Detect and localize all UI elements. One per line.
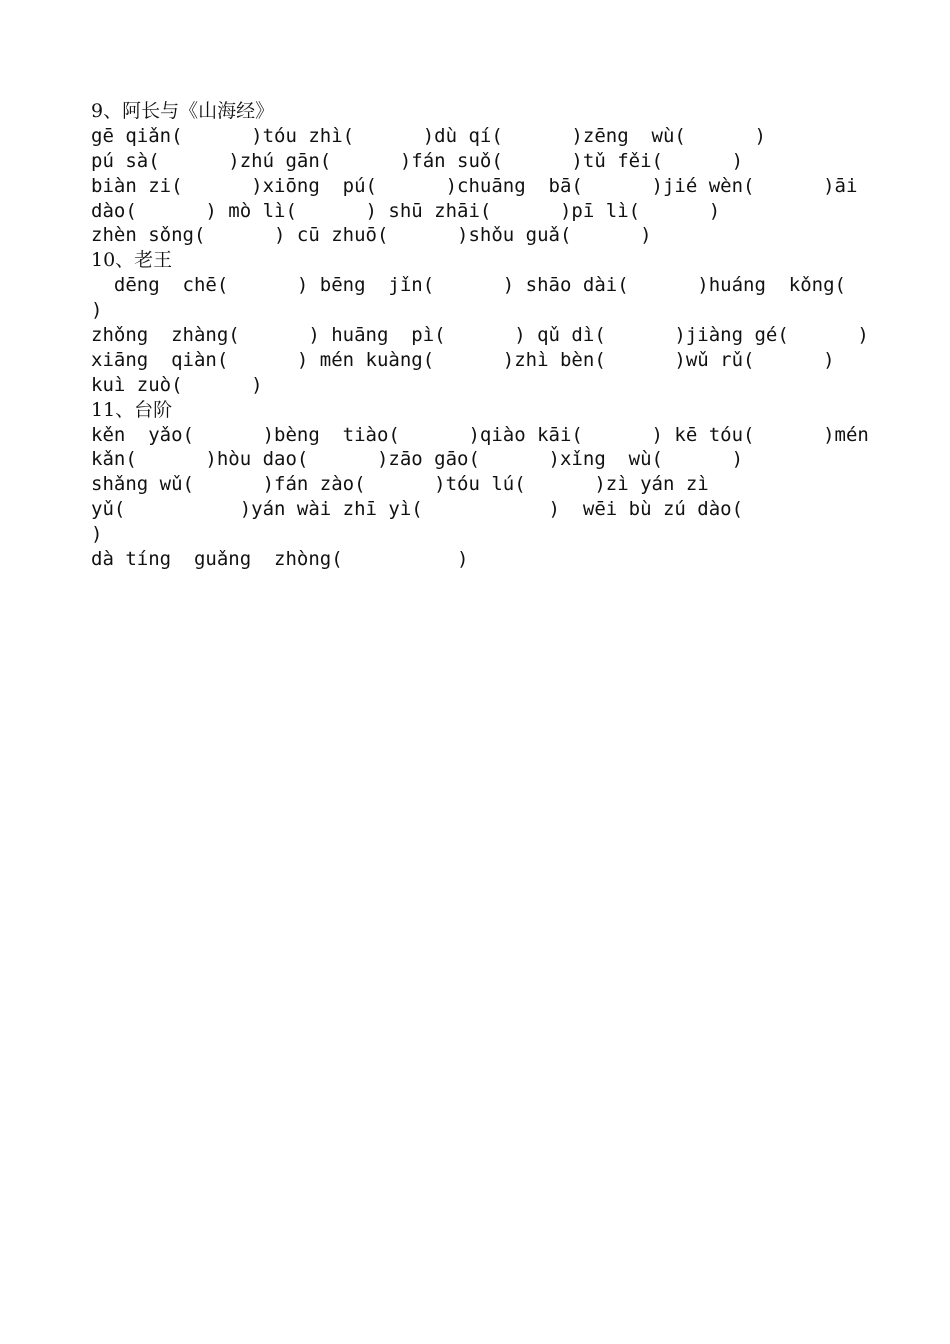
exercise-line: pú sà( )zhú gān( )fán suǒ( )tǔ fěi( ) <box>91 149 744 172</box>
exercise-line: dà tíng guǎng zhòng( ) <box>91 548 469 571</box>
exercise-line: yǔ( )yán wài zhī yì( ) wēi bù zú dào( <box>91 498 744 521</box>
section-heading: 10、老王 <box>91 249 173 272</box>
pinyin-exercise <box>91 99 869 572</box>
section-heading: 11、台阶 <box>91 398 173 421</box>
exercise-line: zhèn sǒng( ) cū zhuō( )shǒu guǎ( ) <box>91 224 652 247</box>
exercise-line: biàn zi( )xiōng pú( )chuāng bā( )jié wèn( )āi <box>91 174 858 197</box>
section-heading: 9、阿长与《山海经》 <box>91 100 275 122</box>
section-9 <box>91 99 861 248</box>
exercise-line: gē qiǎn( )tóu zhì( )dù qí( )zēng wù( ) <box>91 124 766 147</box>
exercise-line: dēng chē( ) bēng jǐn( ) shāo dài( )huáng kǒng( <box>91 274 846 297</box>
exercise-line: ) <box>91 523 103 546</box>
exercise-line: ) <box>91 299 103 322</box>
section-10 <box>91 248 869 397</box>
exercise-line: kěn yǎo( )bèng tiào( )qiào kāi( ) kē tóu( )mén <box>91 423 869 446</box>
exercise-line: zhǒng zhàng( ) huāng pì( ) qǔ dì( )jiàng gé( ) <box>91 324 869 347</box>
exercise-line: kǎn( )hòu dao( )zāo gāo( )xǐng wù( ) <box>91 448 744 471</box>
exercise-line: kuì zuò( ) <box>91 373 263 396</box>
exercise-line: dào( ) mò lì( ) shū zhāi( )pī lì( ) <box>91 199 721 222</box>
section-11 <box>91 398 869 572</box>
exercise-line: shǎng wǔ( )fán zào( )tóu lú( )zì yán zì <box>91 473 709 496</box>
exercise-line: xiāng qiàn( ) mén kuàng( )zhì bèn( )wǔ rǔ( ) <box>91 348 835 371</box>
